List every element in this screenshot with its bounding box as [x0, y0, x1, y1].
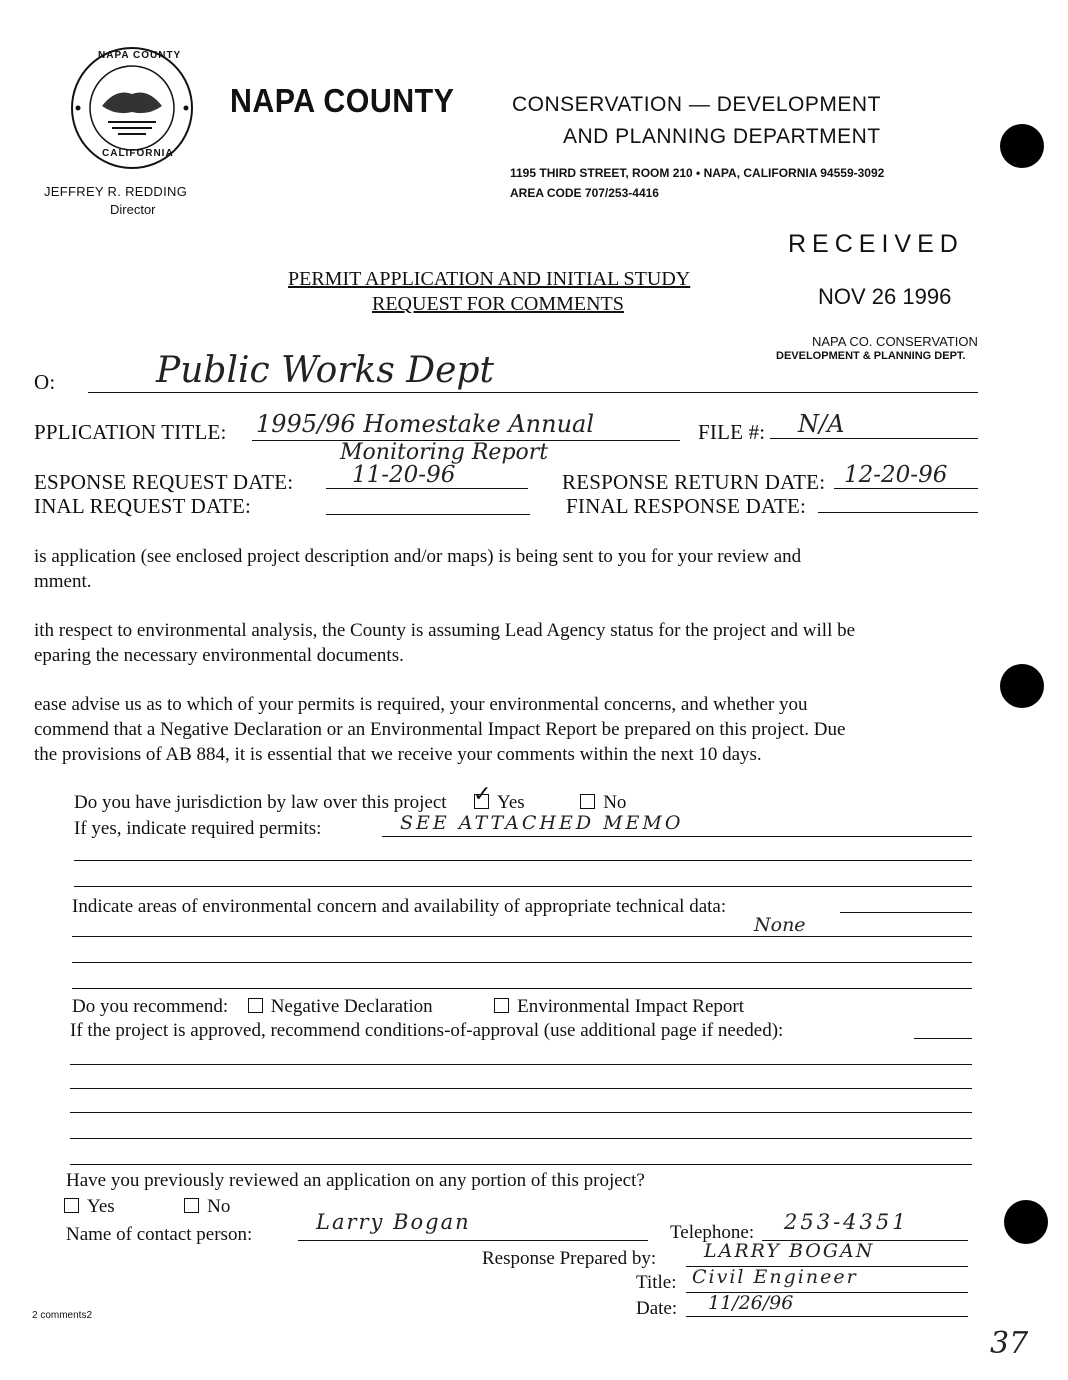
seal-text-top: NAPA COUNTY: [98, 50, 182, 61]
org-name: NAPA COUNTY: [230, 82, 455, 119]
resp-ret-line: [834, 488, 978, 489]
permits-line-3: [74, 886, 972, 887]
paragraph-2: [34, 618, 855, 668]
previously-reviewed-options: [64, 1196, 230, 1218]
env-concern-line-3: [72, 962, 972, 963]
env-concern-line: [840, 912, 972, 913]
contact-value: Larry Bogan: [316, 1210, 471, 1234]
permits-line-2: [74, 860, 972, 861]
question-recommend: [72, 996, 744, 1018]
dept-address: 1195 THIRD STREET, ROOM 210 • NAPA, CALIFORNIA 94559-3092: [510, 166, 885, 180]
received-date: NOV 26 1996: [818, 284, 952, 309]
resp-ret-label: RESPONSE RETURN DATE:: [562, 470, 826, 494]
checkbox-no-reviewed[interactable]: [184, 1198, 199, 1213]
conditions-line-4: [70, 1112, 972, 1113]
paragraph-1: [34, 544, 801, 594]
to-label: O:: [34, 370, 56, 394]
conditions-label: If the project is approved, recommend conditions-of-approval (use additional page if needed):: [70, 1020, 784, 1041]
title-label: Title:: [636, 1272, 677, 1293]
previously-reviewed-label: Have you previously reviewed an application on any portion of this project?: [66, 1170, 645, 1191]
date-line: [686, 1316, 968, 1317]
paragraph-3-line2: commend that a Negative Declaration or an Environmental Impact Report be prepared on this project. Due: [34, 719, 846, 740]
page-number: 37: [990, 1326, 1029, 1361]
paragraph-2-line1: ith respect to environmental analysis, the County is assuming Lead Agency status for the project and will be: [34, 620, 856, 641]
to-line: [88, 392, 978, 393]
to-value: Public Works Dept: [156, 350, 494, 391]
final-req-label: INAL REQUEST DATE:: [34, 494, 252, 518]
paragraph-2-line2: eparing the necessary environmental documents.: [34, 645, 404, 666]
resp-req-label: ESPONSE REQUEST DATE:: [34, 470, 294, 494]
contact-line: [298, 1240, 648, 1241]
question-recommend-text: Do you recommend:: [72, 996, 229, 1017]
label-no-jurisdiction: No: [603, 792, 627, 813]
title-value: Civil Engineer: [692, 1266, 858, 1288]
resp-ret-value: 12-20-96: [844, 462, 948, 488]
checkbox-eir[interactable]: [494, 998, 509, 1013]
app-title-value-2: Monitoring Report: [340, 440, 549, 465]
conditions-line: [914, 1038, 972, 1039]
footer-code: 2 comments2: [32, 1310, 93, 1321]
app-title-label: PPLICATION TITLE:: [34, 420, 227, 444]
label-eir: Environmental Impact Report: [517, 996, 745, 1017]
label-negative-declaration: Negative Declaration: [270, 996, 433, 1017]
checkbox-no-jurisdiction[interactable]: [580, 794, 595, 809]
dept-line2: AND PLANNING DEPARTMENT: [563, 125, 881, 148]
file-value: N/A: [798, 410, 845, 438]
form-title-line1: PERMIT APPLICATION AND INITIAL STUDY: [288, 268, 691, 290]
seal-text-bottom: CALIFORNIA: [102, 148, 174, 159]
env-concern-line-4: [72, 988, 972, 989]
env-concern-label: Indicate areas of environmental concern and availability of appropriate technical data:: [72, 896, 727, 917]
checkbox-yes-jurisdiction[interactable]: ✓: [474, 794, 489, 809]
dept-line1: CONSERVATION — DEVELOPMENT: [512, 93, 881, 116]
permits-value: SEE ATTACHED MEMO: [400, 812, 684, 834]
date-label: Date:: [636, 1298, 678, 1319]
resp-req-value: 11-20-96: [352, 462, 456, 488]
checkbox-yes-reviewed[interactable]: [64, 1198, 79, 1213]
paragraph-1-line1: is application (see enclosed project description and/or maps) is being sent to you for your review and: [34, 546, 802, 567]
conditions-line-6: [70, 1164, 972, 1165]
stamp-line1: NAPA CO. CONSERVATION: [812, 334, 978, 349]
file-line: [770, 438, 978, 439]
label-yes-reviewed: Yes: [87, 1196, 115, 1217]
dept-phone: AREA CODE 707/253-4416: [510, 186, 659, 200]
paragraph-3-line1: ease advise us as to which of your permits is required, your environmental concerns, and whether you: [34, 694, 808, 715]
county-seal: [68, 44, 196, 172]
date-value: 11/26/96: [708, 1292, 794, 1314]
director-title: Director: [110, 202, 156, 217]
punch-hole-bottom: [1004, 1200, 1048, 1244]
final-req-line: [326, 514, 530, 515]
paragraph-3: [34, 692, 845, 767]
question-jurisdiction-text: Do you have jurisdiction by law over this project: [74, 792, 447, 813]
label-yes-jurisdiction: Yes: [497, 792, 525, 813]
resp-req-line: [326, 488, 528, 489]
checkbox-negative-declaration[interactable]: [248, 998, 263, 1013]
question-jurisdiction: [74, 781, 627, 814]
telephone-label: Telephone:: [670, 1222, 755, 1243]
final-resp-label: FINAL RESPONSE DATE:: [566, 494, 807, 518]
conditions-line-5: [70, 1138, 972, 1139]
app-title-value: 1995/96 Homestake Annual: [256, 410, 595, 438]
paragraph-3-line3: the provisions of AB 884, it is essential that we receive your comments within the next 10 days.: [34, 744, 762, 765]
permits-label: If yes, indicate required permits:: [74, 818, 322, 839]
label-no-reviewed: No: [207, 1196, 231, 1217]
final-resp-line: [818, 512, 978, 513]
punch-hole-middle: [1000, 664, 1044, 708]
prepared-by-label: Response Prepared by:: [482, 1248, 657, 1269]
contact-label: Name of contact person:: [66, 1224, 253, 1245]
form-title-line2: REQUEST FOR COMMENTS: [372, 293, 624, 315]
env-concern-value: None: [754, 914, 806, 936]
prepared-by-value: LARRY BOGAN: [704, 1240, 875, 1262]
punch-hole-top: [1000, 124, 1044, 168]
telephone-value: 253-4351: [784, 1210, 909, 1234]
received-stamp: RECEIVED: [788, 230, 964, 258]
paragraph-1-line2: mment.: [34, 571, 92, 592]
stamp-line2: DEVELOPMENT & PLANNING DEPT.: [776, 350, 966, 362]
permits-line: [382, 836, 972, 837]
director-name: JEFFREY R. REDDING: [44, 184, 188, 199]
env-concern-line-2: [72, 936, 972, 937]
file-label: FILE #:: [698, 420, 766, 444]
conditions-line-2: [70, 1064, 972, 1065]
conditions-line-3: [70, 1088, 972, 1089]
